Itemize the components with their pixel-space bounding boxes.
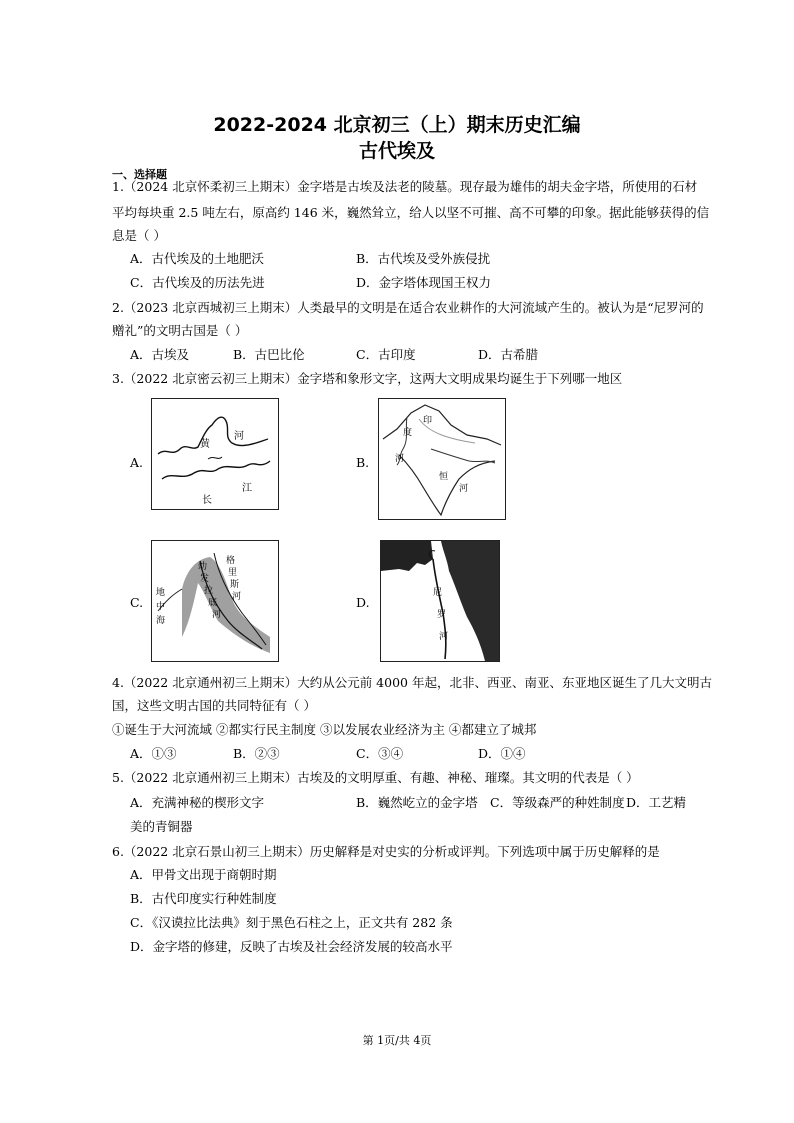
page-number-footer: 第 1页/共 4页	[362, 1034, 432, 1047]
q5-option-d: D．工艺精	[626, 795, 687, 810]
q4-option-d: D．①④	[478, 746, 526, 761]
q2-option-c: C．古印度	[356, 347, 416, 362]
map-d-char-1: 尼	[433, 588, 443, 598]
map-c-char-12: 海	[156, 616, 166, 626]
q6-option-d: D．金字塔的修建，反映了古埃及社会经济发展的较高水平	[130, 939, 453, 954]
map-d-char-2: 罗	[437, 610, 447, 620]
map-d-char-3: 河	[439, 632, 449, 642]
page-title: 2022-2024 北京初三（上）期末历史汇编	[213, 114, 581, 136]
map-a-char-2: 河	[234, 431, 244, 442]
page-subtitle: 古代埃及	[358, 140, 435, 162]
map-c-char-8: 斯	[230, 580, 240, 590]
q5-option-b: B．巍然屹立的金字塔	[356, 795, 478, 810]
q2-option-d: D．古希腊	[478, 347, 539, 362]
map-b-char-4: 恒	[439, 472, 449, 482]
map-c-char-5: 河	[212, 610, 222, 620]
q2-stem-line1: 2.（2023 北京西城初三上期末）人类最早的文明是在适合农业耕作的大河流域产生的。被认为是“尼罗河的	[112, 300, 704, 315]
section-heading: 一、选择题	[112, 168, 167, 181]
q2-option-a: A．古埃及	[130, 347, 190, 362]
q6-option-b: B．古代印度实行种姓制度	[130, 891, 277, 906]
map-c-char-1: 幼	[198, 562, 208, 572]
q2-option-b: B．古巴比伦	[233, 347, 305, 362]
q3-option-a-label: A.	[130, 455, 144, 470]
yellow-yangtze-river-map	[152, 399, 278, 509]
q5-option-a: A．充满神秘的楔形文字	[130, 795, 265, 810]
q4-stem-line1: 4.（2022 北京通州初三上期末）大约从公元前 4000 年起，北非、西亚、南亚、东亚地区诞生了几大文明古	[112, 675, 712, 690]
map-a-char-1: 黄	[200, 439, 210, 450]
q3-map-d	[380, 540, 500, 662]
map-c-char-3: 拉	[204, 586, 214, 596]
q1-option-d: D．金字塔体现国王权力	[356, 275, 492, 290]
q4-stem-line3: ①诞生于大河流域 ②都实行民主制度 ③以发展农业经济为主 ④都建立了城邦	[112, 722, 537, 737]
q6-option-c: C．《汉谟拉比法典》刻于黑色石柱之上，正文共有 282 条	[130, 915, 453, 930]
map-b-char-3: 河	[395, 454, 405, 464]
map-b-char-2: 度	[403, 428, 413, 438]
q1-option-a: A．古代埃及的土地肥沃	[130, 251, 265, 266]
map-c-char-6: 格	[226, 556, 236, 566]
q3-option-b-label: B.	[356, 455, 370, 470]
map-b-char-1: 印	[423, 416, 433, 426]
q6-option-a: A．甲骨文出现于商朝时期	[130, 867, 277, 882]
q2-stem-line2: 赠礼”的文明古国是（ ）	[112, 323, 248, 338]
q1-option-c: C．古代埃及的历法先进	[130, 275, 265, 290]
q4-stem-line2: 国，这些文明古国的共同特征有（ ）	[112, 698, 316, 713]
map-c-char-11: 中	[156, 602, 166, 612]
q1-option-b: B．古代埃及受外族侵扰	[356, 251, 491, 266]
q6-stem-line1: 6.（2022 北京石景山初三上期末）历史解释是对史实的分析或评判。下列选项中属于历史解释的是	[112, 844, 660, 859]
q1-stem-line3: 息是（ ）	[112, 228, 166, 243]
q5-option-d-continued: 美的青铜器	[130, 819, 193, 834]
mesopotamia-map	[152, 541, 278, 661]
map-c-char-4: 底	[208, 598, 218, 608]
q3-option-d-label: D.	[356, 595, 370, 610]
q3-map-b	[378, 398, 506, 520]
map-c-char-9: 河	[232, 592, 242, 602]
q4-option-a: A．①③	[130, 746, 177, 761]
map-b-char-5: 河	[459, 484, 469, 494]
india-river-map	[379, 399, 505, 519]
q5-option-c: C．等级森严的种姓制度	[490, 795, 625, 810]
q5-stem-line1: 5.（2022 北京通州初三上期末）古埃及的文明厚重、有趣、神秘、璀璨。其文明的代表是（ ）	[112, 770, 639, 785]
map-c-char-2: 发	[200, 574, 210, 584]
q3-stem-line1: 3.（2022 北京密云初三上期末）金字塔和象形文字，这两大文明成果均诞生于下列哪一地区	[112, 371, 623, 386]
map-c-char-10: 地	[156, 588, 166, 598]
map-c-char-7: 里	[228, 568, 238, 578]
map-a-char-3: 长	[202, 495, 212, 506]
q1-stem-line2: 平均每块重 2.5 吨左右，原高约 146 米，巍然耸立，给人以坚不可摧、高不可攀的印象。据此能够获得的信	[112, 205, 710, 220]
q3-map-c	[151, 540, 279, 662]
q4-option-b: B．②③	[233, 746, 280, 761]
q4-option-c: C．③④	[356, 746, 404, 761]
q1-stem-line1: 1.（2024 北京怀柔初三上期末）金字塔是古埃及法老的陵墓。现存最为雄伟的胡夫金字塔，所使用的石材	[112, 179, 698, 194]
q3-option-c-label: C.	[130, 595, 144, 610]
map-a-char-4: 江	[242, 483, 252, 494]
q3-map-a	[151, 398, 279, 510]
nile-river-map	[381, 541, 499, 661]
